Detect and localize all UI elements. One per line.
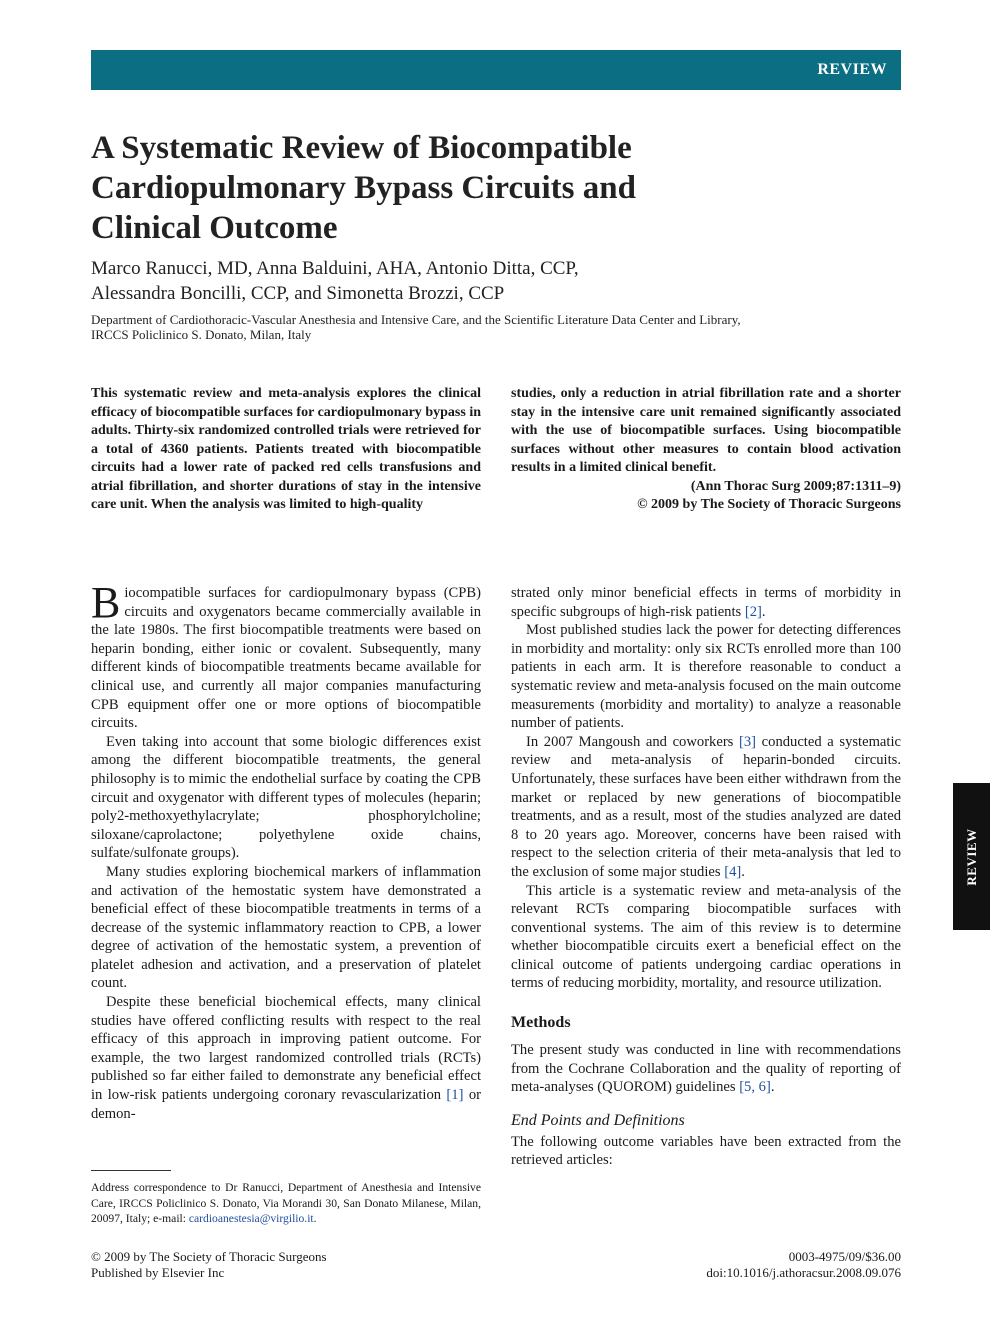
drop-cap: B bbox=[91, 578, 121, 627]
intro-paragraph-5: Most published studies lack the power for detecting differences in morbidity and mortality: only six RCTs enrolled more than 100 patients in each arm. It is therefore reasonable to conduct a systematic review and meta-analysis focused on the main outcome measurements (morbidity and mortality) to analyze a reasonable number of patients. bbox=[511, 622, 901, 732]
reference-link-4[interactable]: [4] bbox=[724, 863, 742, 880]
intro-paragraph-6-end: . bbox=[741, 863, 745, 880]
side-tab-label: REVIEW bbox=[963, 827, 979, 886]
correspondence-footnote bbox=[91, 1180, 481, 1227]
body-right-column bbox=[511, 584, 901, 1170]
author-list bbox=[91, 256, 711, 306]
footer-right bbox=[601, 1249, 901, 1281]
footer-issn: 0003-4975/09/$36.00 bbox=[788, 1249, 901, 1264]
section-banner bbox=[91, 50, 901, 90]
intro-paragraph-6-text: In 2007 Mangoush and coworkers bbox=[526, 733, 739, 750]
journal-citation: (Ann Thorac Surg 2009;87:1311–9) bbox=[690, 478, 901, 494]
footnote-text: Address correspondence to Dr Ranucci, Department of Anesthesia and Intensive Care, IRCCS Policlinico S. Donato, Via Morandi 30, San Donato Milanese, Milan, 20097, Italy; e-mail: bbox=[91, 1181, 481, 1225]
intro-paragraph-1-text: iocompatible surfaces for cardiopulmonary bypass (CPB) circuits and oxygenators became commercially available in the late 1980s. The first biocompatible treatments were based on heparin bonding, either ionic or covalent. Subsequently, many different kinds of biocompatible treatments became available for clinical use, and currently all major companies manufacturing CPB equipment offer one or more options of biocompatible circuits. bbox=[91, 585, 481, 732]
intro-paragraph-2: Even taking into account that some biologic differences exist among the different biocompatible treatments, the general philosophy is to mimic the endothelial surface by coating the CPB circuit and oxygenator with different types of molecules (heparin; poly2-methoxyethylacrylate; phosphorylcholine; siloxane/caprolactone; polyethylene oxide chains, sulfate/sulfonate groups). bbox=[91, 733, 481, 862]
methods-paragraph-1 bbox=[511, 1041, 901, 1097]
abstract-text-left: This systematic review and meta-analysis explores the clinical efficacy of biocompatible surfaces for cardiopulmonary bypass in adults. Thirty-six randomized controlled trials were retrieved for a total of 4360 patients. Patients treated with biocompatible circuits had a lower rate of packed red cells transfusions and atrial fibrillation, and shorter durations of stay in the intensive care unit. When the analysis was limited to high-quality bbox=[91, 386, 481, 512]
reference-link-5-6[interactable]: [5, 6] bbox=[739, 1079, 771, 1096]
intro-paragraph-7: This article is a systematic review and meta-analysis of the relevant RCTs comparing biocompatible surfaces with conventional systems. The aim of this review is to determine whether biocompatible circuits exert a beneficial effect on the clinical outcome of patients undergoing cardiac operations in terms of reducing morbidity, mortality, and resource utilization. bbox=[511, 882, 901, 992]
section-label: REVIEW bbox=[817, 61, 887, 78]
intro-paragraph-4 bbox=[91, 993, 481, 1123]
footer-publisher: Published by Elsevier Inc bbox=[91, 1265, 225, 1280]
author-line-1: Marco Ranucci, MD, Anna Balduini, AHA, Antonio Ditta, CCP, bbox=[91, 258, 579, 279]
footnote-end: . bbox=[313, 1212, 317, 1225]
reference-link-3[interactable]: [3] bbox=[739, 733, 757, 750]
article-title: A Systematic Review of Biocompatible Cardiopulmonary Bypass Circuits and Clinical Outcome bbox=[91, 130, 636, 246]
continued-end: . bbox=[761, 603, 766, 620]
intro-paragraph-3: Many studies exploring biochemical markers of inflammation and activation of the hemostatic system have demonstrated a beneficial effect of these biocompatible treatments in terms of a decrease of the systemic inflammatory reaction to CPB, a lower degree of activation of the hemostatic system, a prevention of platelet adhesion and activation, and a preservation of platelet count. bbox=[91, 863, 481, 992]
side-section-tab bbox=[953, 783, 990, 930]
abstract-right-column bbox=[511, 385, 901, 515]
intro-paragraph-4-continued bbox=[511, 584, 901, 621]
intro-paragraph-4-text: Despite these beneficial biochemical effects, many clinical studies have offered conflicting results with respect to the real efficacy of this approach in improving patient outcome. For example, the two largest randomized controlled trials (RCTs) published so far either failed to demonstrate any beneficial effect in low-risk patients undergoing coronary revascularization bbox=[91, 994, 481, 1104]
footer-doi: doi:10.1016/j.athoracsur.2008.09.076 bbox=[706, 1265, 901, 1280]
endpoints-paragraph: The following outcome variables have been extracted from the retrieved articles: bbox=[511, 1133, 901, 1169]
body-left-column bbox=[91, 578, 481, 1123]
intro-paragraph-4-end: or demon- bbox=[91, 1087, 481, 1122]
intro-paragraph-6 bbox=[511, 733, 901, 882]
continued-text: strated only minor beneficial effects in terms of morbidity in specific subgroups of high-risk patients bbox=[511, 585, 901, 620]
affiliation-line-1: Department of Cardiothoracic-Vascular Anesthesia and Intensive Care, and the Scientific Literature Data Center and Library, bbox=[91, 312, 741, 327]
methods-paragraph-1-text: The present study was conducted in line with recommendations from the Cochrane Collaboration and the quality of reporting of meta-analyses (QUOROM) guidelines bbox=[511, 1042, 901, 1096]
abstract-copyright: © 2009 by The Society of Thoracic Surgeons bbox=[637, 497, 901, 512]
intro-paragraph-6-mid: conducted a systematic review and meta-analysis of heparin-bonded circuits. Unfortunately, these surfaces have been either withdrawn from the market or replaced by new generations of biocompatible treatments, and as a result, most of the studies analyzed are dated 8 to 20 years ago. Moreover, concerns have been raised with respect to the selection criteria of their meta-analysis that led to the exclusion of some major studies bbox=[511, 733, 901, 880]
footnote-divider bbox=[91, 1170, 171, 1171]
reference-link-2[interactable]: [2] bbox=[744, 603, 762, 620]
methods-heading: Methods bbox=[511, 1014, 571, 1032]
affiliation-line-2: IRCCS Policlinico S. Donato, Milan, Italy bbox=[91, 327, 312, 342]
author-line-2: Alessandra Boncilli, CCP, and Simonetta Brozzi, CCP bbox=[91, 283, 505, 304]
intro-paragraph-1 bbox=[91, 578, 481, 733]
footer-copyright: © 2009 by The Society of Thoracic Surgeons bbox=[91, 1249, 327, 1264]
abstract-text-right: studies, only a reduction in atrial fibrillation rate and a shorter stay in the intensive care unit remained significantly associated with the use of biocompatible surfaces. Using biocompatible surfaces without other measures to contain blood activation results in a limited clinical benefit. bbox=[511, 386, 901, 475]
email-link[interactable]: cardioanestesia@virgilio.it bbox=[188, 1212, 314, 1225]
footer-left bbox=[91, 1249, 471, 1281]
endpoints-heading: End Points and Definitions bbox=[511, 1111, 685, 1129]
reference-link-1[interactable]: [1] bbox=[446, 1087, 464, 1104]
methods-paragraph-1-end: . bbox=[770, 1079, 775, 1096]
abstract-left-column bbox=[91, 385, 481, 515]
affiliation bbox=[91, 312, 901, 342]
